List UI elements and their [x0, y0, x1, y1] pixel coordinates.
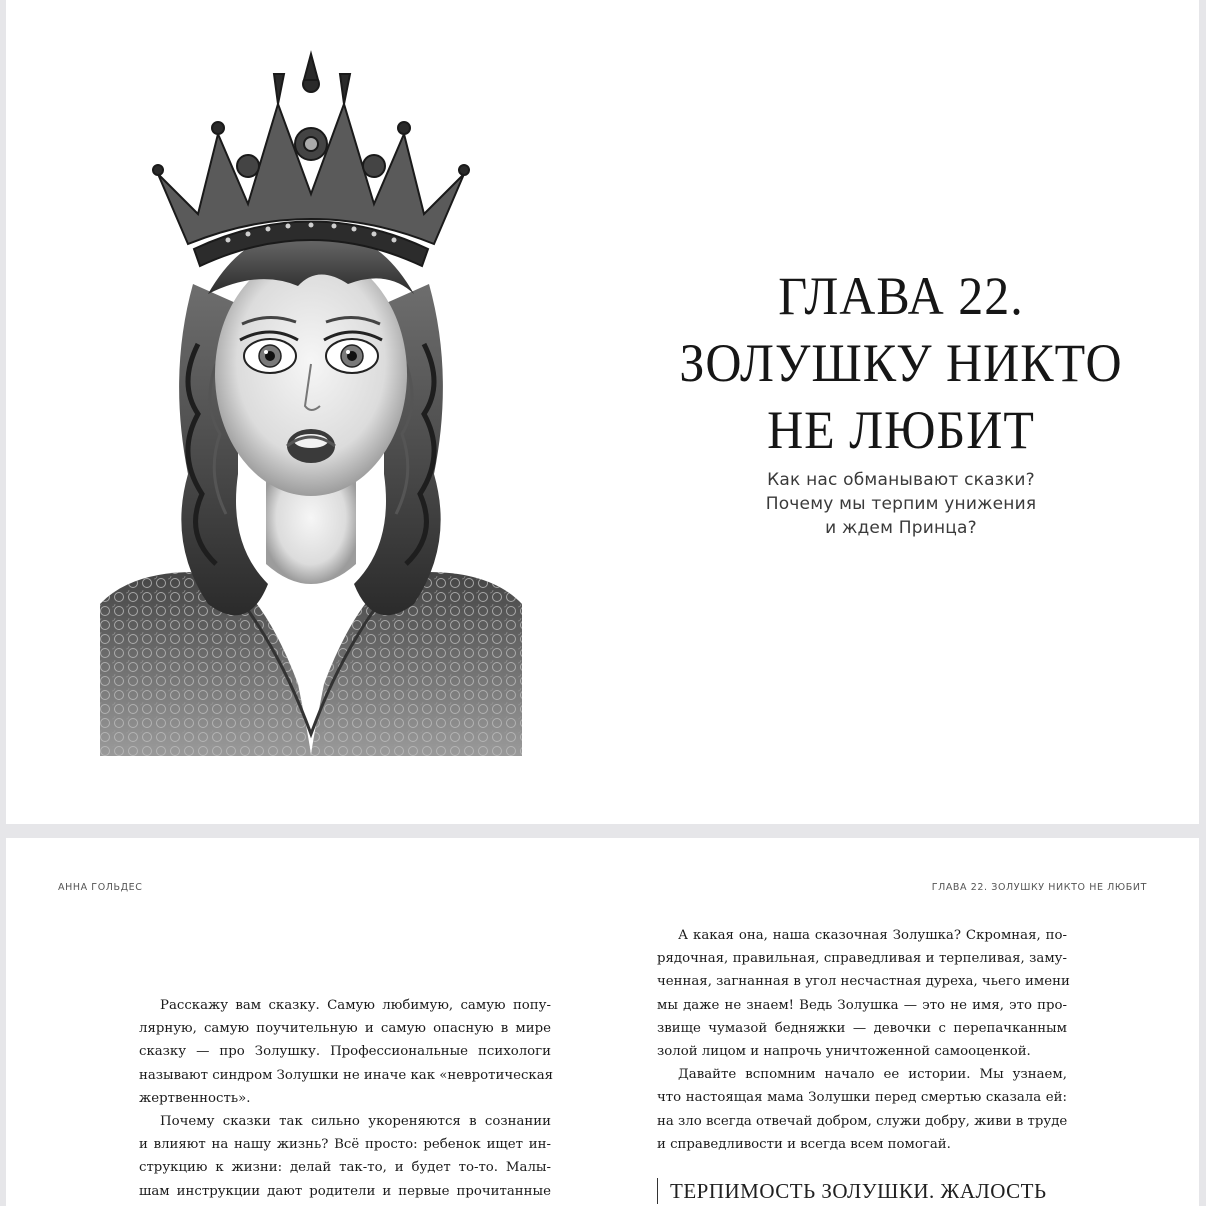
text-spread [6, 838, 1199, 1206]
chapter-title [606, 262, 1196, 463]
text-line: рядочная, правильная, справедливая и терпеливая, заму- [657, 951, 1067, 967]
text-line: Почему сказки так сильно укореняются в сознании [160, 1114, 551, 1130]
text-line: ченная, загнанная в угол несчастная дуреха, чьего имени [657, 974, 1070, 990]
text-line: лярную, самую поучительную и самую опасную в мире [139, 1021, 551, 1037]
text-line: и влияют на нашу жизнь? Всё просто: ребенок ищет ин- [139, 1137, 551, 1153]
text-line: сказку — про Золушку. Профессиональные психологи [139, 1044, 551, 1060]
lace-dress [100, 572, 522, 756]
text-line: и справедливости и всегда всем помогай. [657, 1136, 951, 1152]
chapter-title-line: ЗОЛУШКУ НИКТО [679, 332, 1123, 393]
open-mouth [287, 429, 335, 463]
chapter-subtitle-line: и ждем Принца? [825, 518, 977, 538]
running-head-chapter: ГЛАВА 22. ЗОЛУШКУ НИКТО НЕ ЛЮБИТ [931, 882, 1147, 893]
text-line: золой лицом и напрочь уничтоженной самооценкой. [657, 1044, 1031, 1060]
chapter-title-line: НЕ ЛЮБИТ [767, 399, 1035, 460]
chapter-subtitle-line: Почему мы терпим унижения [765, 494, 1037, 514]
crown-icon [153, 54, 469, 266]
text-line: что настоящая мама Золушки перед смертью сказала ей: [657, 1090, 1067, 1106]
right-page-text [657, 924, 1070, 1156]
left-page-text [139, 994, 554, 1203]
text-line: звище чумазой бедняжки — девочки с перепачканным [657, 1020, 1067, 1036]
text-line: шам инструкции дают родители и первые прочитанные [139, 1183, 551, 1199]
text-line: струкцию к жизни: делай так-то, и будет то-то. Малы- [139, 1160, 551, 1176]
text-line: Давайте вспомним начало ее истории. Мы узнаем, [678, 1067, 1067, 1083]
chapter-spread [6, 0, 1199, 824]
chapter-subtitle-line: Как нас обманывают сказки? [767, 470, 1035, 490]
text-line: на зло всегда отвечай добром, служи добру, живи в труде [657, 1113, 1068, 1129]
text-line: А какая она, наша сказочная Золушка? Скромная, по- [678, 928, 1067, 943]
chapter-subtitle [666, 468, 1136, 540]
chapter-title-line: ГЛАВА 22. [778, 265, 1024, 326]
crowned-girl-illustration [98, 44, 524, 756]
text-line: жертвенность». [139, 1090, 251, 1106]
running-head-author: АННА ГОЛЬДЕС [58, 882, 143, 893]
text-line: Расскажу вам сказку. Самую любимую, самую попу- [160, 998, 551, 1013]
section-heading: ТЕРПИМОСТЬ ЗОЛУШКИ. ЖАЛОСТЬ [657, 1178, 1100, 1204]
text-line: называют синдром Золушки не иначе как «невротическая [139, 1067, 554, 1083]
text-line: мы даже не знаем! Ведь Золушка — это не имя, это про- [657, 997, 1067, 1013]
